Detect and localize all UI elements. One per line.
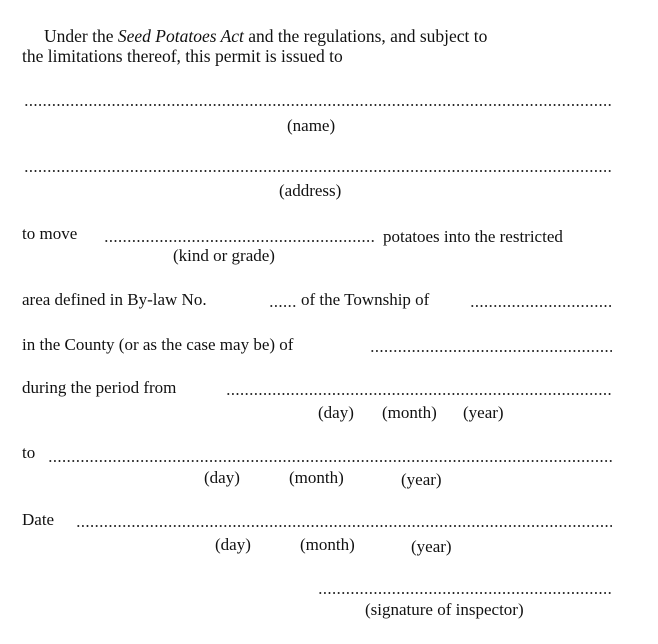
- period-prefix: during the period from: [22, 378, 177, 397]
- area-middle: of the Township of: [301, 290, 430, 309]
- date-year-caption: (year): [411, 537, 452, 556]
- bylaw-number-field[interactable]: [269, 305, 297, 307]
- intro-line-2: the limitations thereof, this permit is issued to: [22, 46, 343, 66]
- move-prefix: to move: [22, 224, 78, 243]
- signature-field[interactable]: [318, 592, 612, 594]
- date-day-caption: (day): [215, 535, 251, 554]
- move-suffix: potatoes into the restricted: [383, 227, 563, 246]
- address-field[interactable]: [24, 170, 612, 172]
- intro-line-1: [44, 26, 487, 46]
- period-day-caption: (day): [318, 403, 354, 422]
- township-field[interactable]: [470, 305, 612, 307]
- name-caption: (name): [287, 116, 336, 135]
- signature-caption: (signature of inspector): [365, 600, 524, 619]
- period-from-field[interactable]: [226, 393, 612, 395]
- kind-grade-caption: (kind or grade): [173, 246, 275, 265]
- to-day-caption: (day): [204, 468, 240, 487]
- date-month-caption: (month): [300, 535, 355, 554]
- intro-after-act: and the regulations, and subject to: [243, 26, 488, 46]
- county-field[interactable]: [370, 350, 612, 352]
- county-prefix: in the County (or as the case may be) of: [22, 335, 294, 354]
- to-prefix: to: [22, 443, 36, 462]
- period-month-caption: (month): [382, 403, 437, 422]
- period-year-caption: (year): [463, 403, 504, 422]
- area-prefix: area defined in By-law No.: [22, 290, 207, 309]
- act-name: Seed Potatoes Act: [117, 26, 244, 46]
- name-field[interactable]: [24, 104, 612, 106]
- intro-before-act: Under the: [44, 26, 118, 46]
- to-year-caption: (year): [401, 470, 442, 489]
- period-to-field[interactable]: [48, 460, 612, 462]
- date-prefix: Date: [22, 510, 55, 529]
- to-month-caption: (month): [289, 468, 344, 487]
- date-field[interactable]: [76, 525, 612, 527]
- address-caption: (address): [279, 181, 342, 200]
- kind-grade-field[interactable]: [104, 240, 374, 242]
